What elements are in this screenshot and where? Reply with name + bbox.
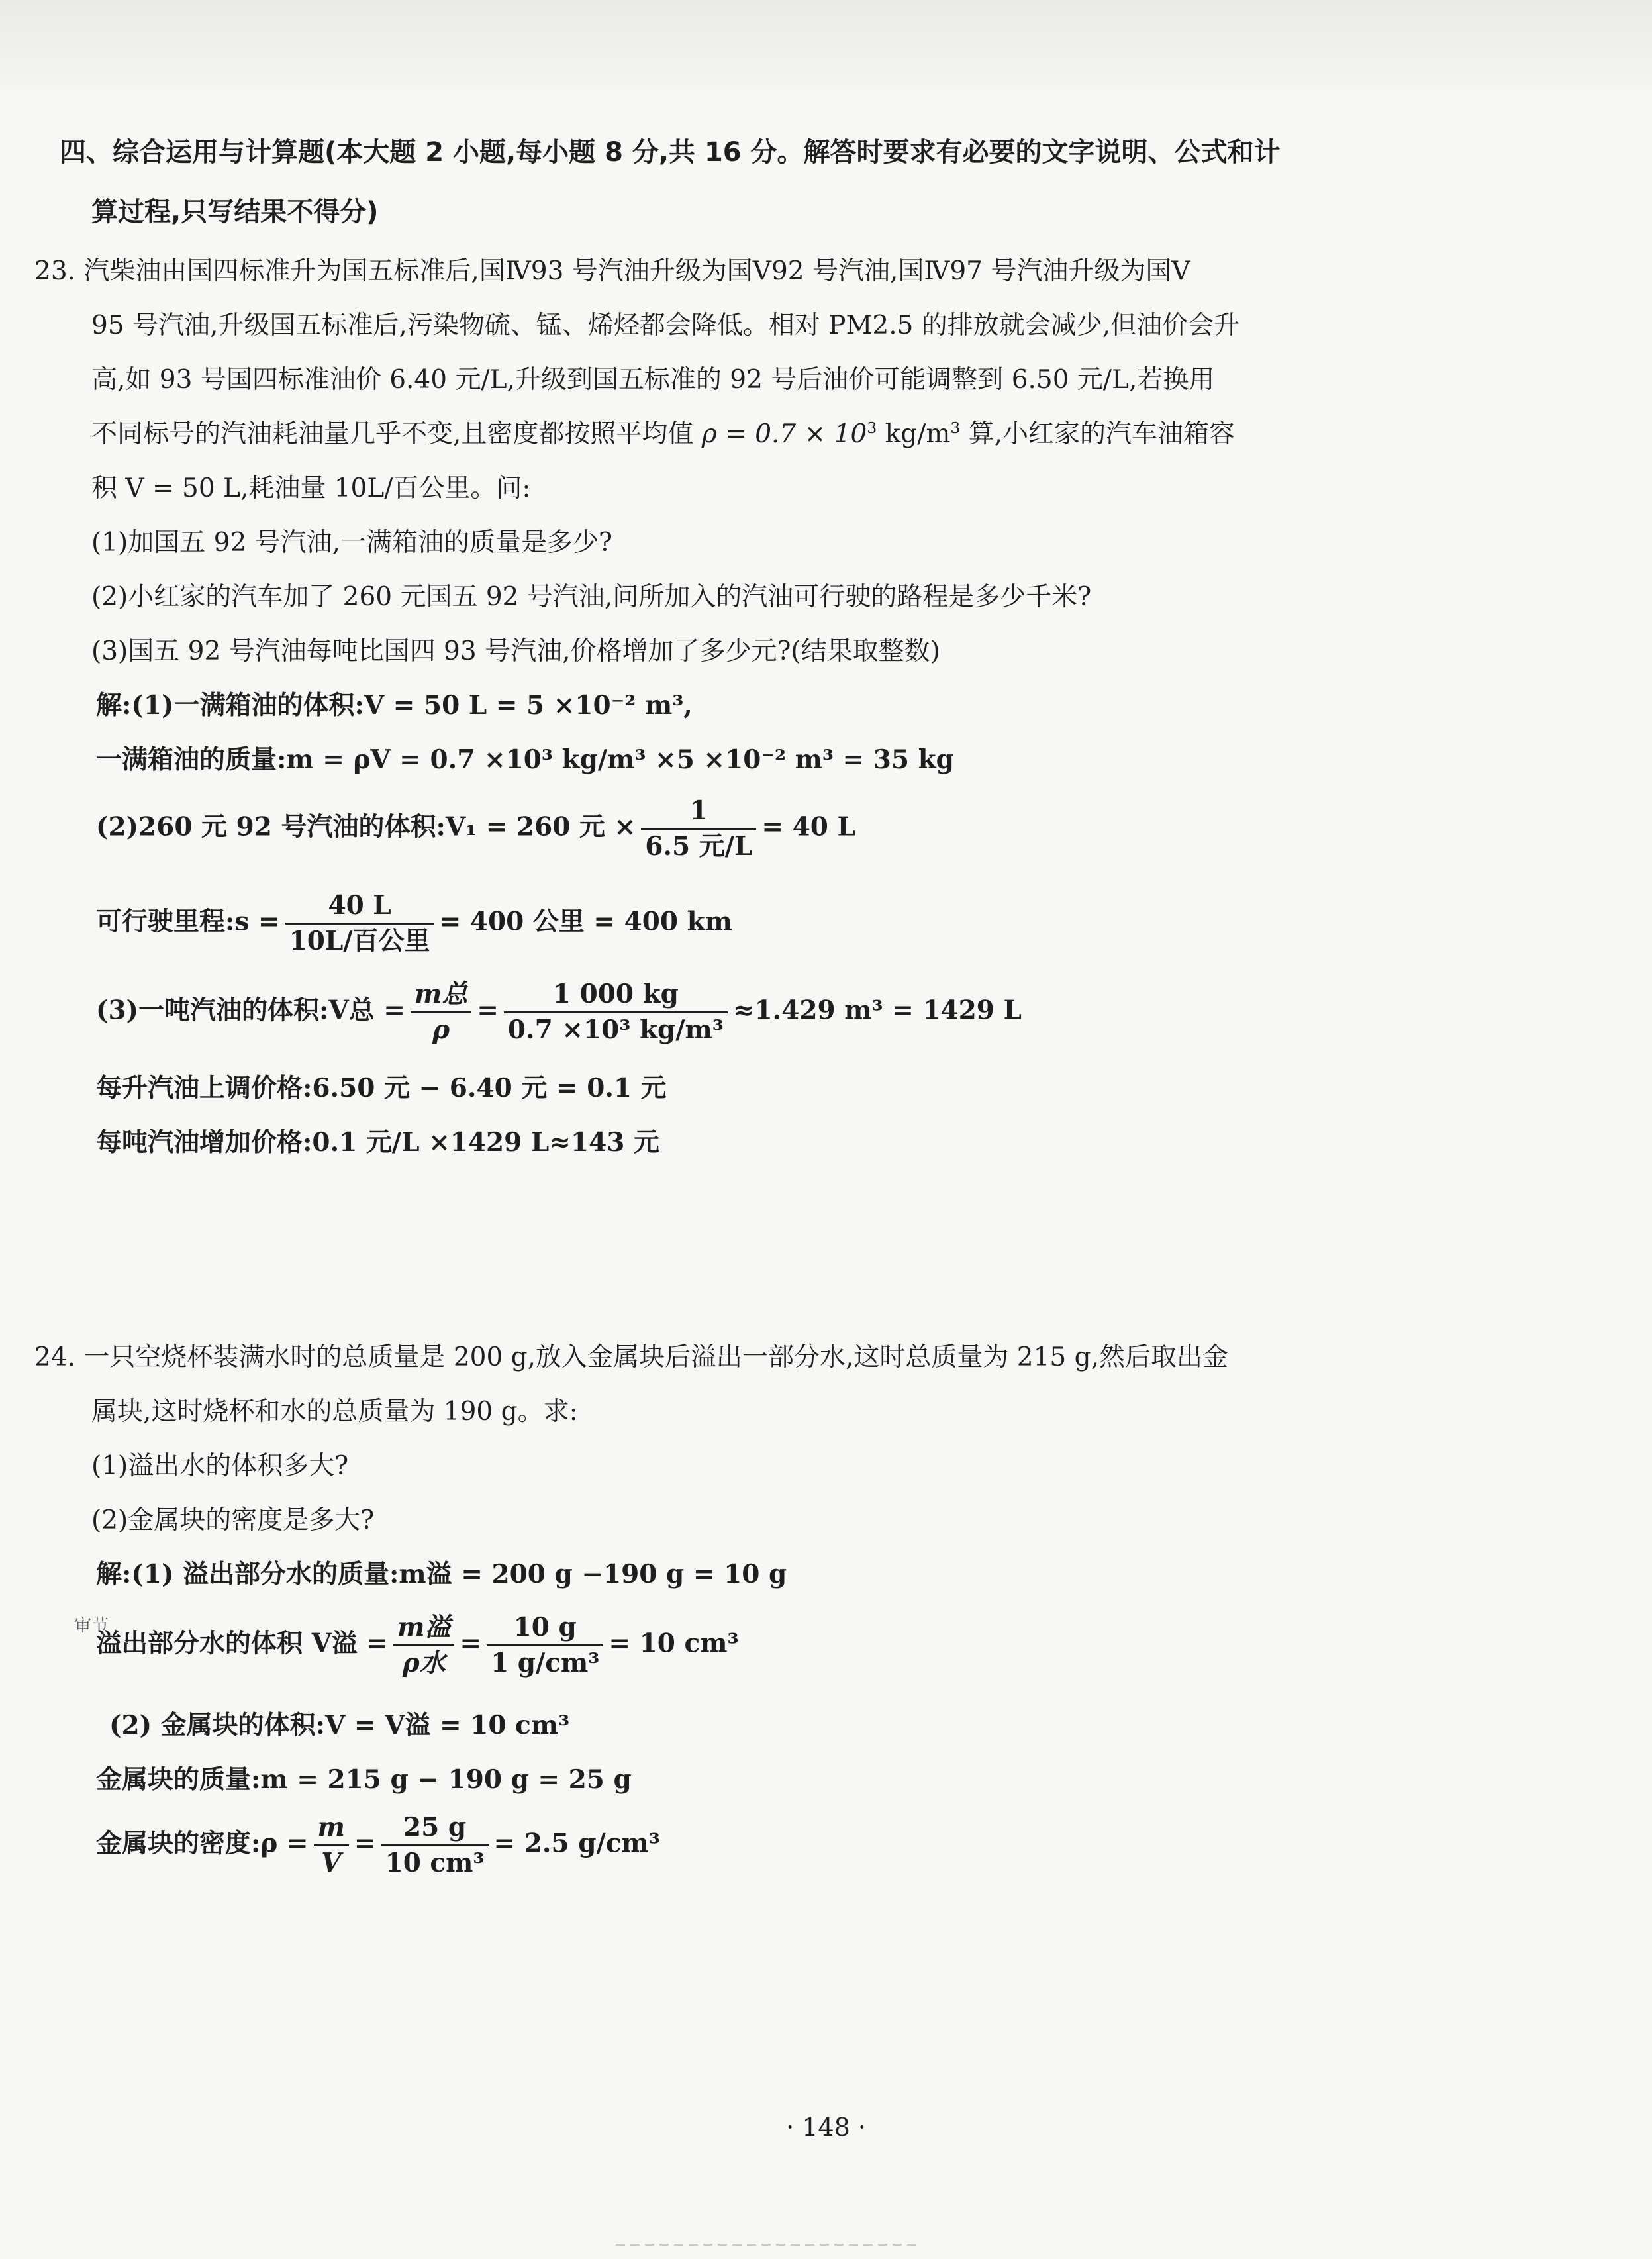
q23-sol5: (3)一吨汽油的体积:V总 = $\frac{\text{m总}}{\rho}$ = $\frac{1 000 kg}{\text{0.7 ×10³ kg/m³}}$ ≈1.429 m³ = 1429 L: [96, 979, 1022, 1045]
section-header-line2: 算过程,只写结果不得分): [91, 197, 379, 227]
q23-line1: 23. 汽柴油由国四标准升为国五标准后,国Ⅳ93 号汽油升级为国Ⅴ92 号汽油,国Ⅳ97 号汽油升级为国Ⅴ: [34, 256, 1190, 286]
q24-sol1: 解:(1) 溢出部分水的质量:m溢 = 200 g −190 g = 10 g: [96, 1559, 787, 1589]
q24-sol5: 金属块的密度:ρ = $\frac{m}{V}$ = $\frac{25 g}{\text{10 cm³}}$ = 2.5 g/cm³: [96, 1812, 660, 1878]
q23-sol2: 一满箱油的质量:m = ρV = 0.7 ×10³ kg/m³ ×5 ×10⁻² m³ = 35 kg: [96, 744, 954, 775]
q23-sol4: 可行驶里程:s = $\frac{40 L}{\text{10L/百公里}}$ = 400 公里 = 400 km: [96, 890, 732, 956]
q23-line3: 高,如 93 号国四标准油价 6.40 元/L,升级到国五标准的 92 号后油价可能调整到 6.50 元/L,若换用: [91, 365, 1215, 395]
q23-sub3: (3)国五 92 号汽油每吨比国四 93 号汽油,价格增加了多少元?(结果取整数): [91, 636, 940, 666]
scan-artifact-line: [616, 2244, 920, 2246]
q24-line2: 属块,这时烧杯和水的总质量为 190 g。求:: [91, 1397, 578, 1427]
q23-sol1: 解:(1)一满箱油的体积:V = 50 L = 5 ×10⁻² m³,: [96, 690, 693, 721]
q23-sol7: 每吨汽油增加价格:0.1 元/L ×1429 L≈143 元: [96, 1127, 659, 1158]
q24-sol3: (2) 金属块的体积:V = V溢 = 10 cm³: [109, 1710, 570, 1740]
scan-top-shadow: [0, 0, 1652, 99]
q24-sol4: 金属块的质量:m = 215 g − 190 g = 25 g: [96, 1764, 632, 1795]
section-header-line1: 四、综合运用与计算题(本大题 2 小题,每小题 8 分,共 16 分。解答时要求有必要的文字说明、公式和计: [60, 137, 1281, 168]
q23-sub2: (2)小红家的汽车加了 260 元国五 92 号汽油,问所加入的汽油可行驶的路程是多少千米?: [91, 582, 1092, 612]
q24-sol2: 溢出部分水的体积 V溢 = $\frac{\text{m溢}}{\text{ρ水}}$ = $\frac{10 g}{\text{1 g/cm³}}$ = 10 cm³: [96, 1612, 739, 1678]
q23-sol6: 每升汽油上调价格:6.50 元 − 6.40 元 = 0.1 元: [96, 1073, 667, 1103]
q23-line4: 不同标号的汽油耗油量几乎不变,且密度都按照平均值 $\rho = 0.7 \times 10^3$ $kg/m^3$ 算,小红家的汽车油箱容: [91, 419, 1236, 449]
q23-sol3: (2)260 元 92 号汽油的体积:V₁ = 260 元 × $\frac{1}{\text{6.5 元/L}}$ = 40 L: [96, 795, 855, 862]
q23-sub1: (1)加国五 92 号汽油,一满箱油的质量是多少?: [91, 528, 612, 558]
q23-line2: 95 号汽油,升级国五标准后,污染物硫、锰、烯烃都会降低。相对 PM2.5 的排放就会减少,但油价会升: [91, 311, 1240, 340]
q24-sub1: (1)溢出水的体积多大?: [91, 1451, 349, 1481]
margin-handwritten-mark: 审节: [74, 1616, 109, 1636]
q24-line1: 24. 一只空烧杯装满水时的总质量是 200 g,放入金属块后溢出一部分水,这时总质量为 215 g,然后取出金: [34, 1342, 1229, 1372]
page-number: · 148 ·: [786, 2113, 866, 2142]
q23-line5: 积 V = 50 L,耗油量 10L/百公里。问:: [91, 474, 531, 503]
q24-sub2: (2)金属块的密度是多大?: [91, 1505, 375, 1535]
